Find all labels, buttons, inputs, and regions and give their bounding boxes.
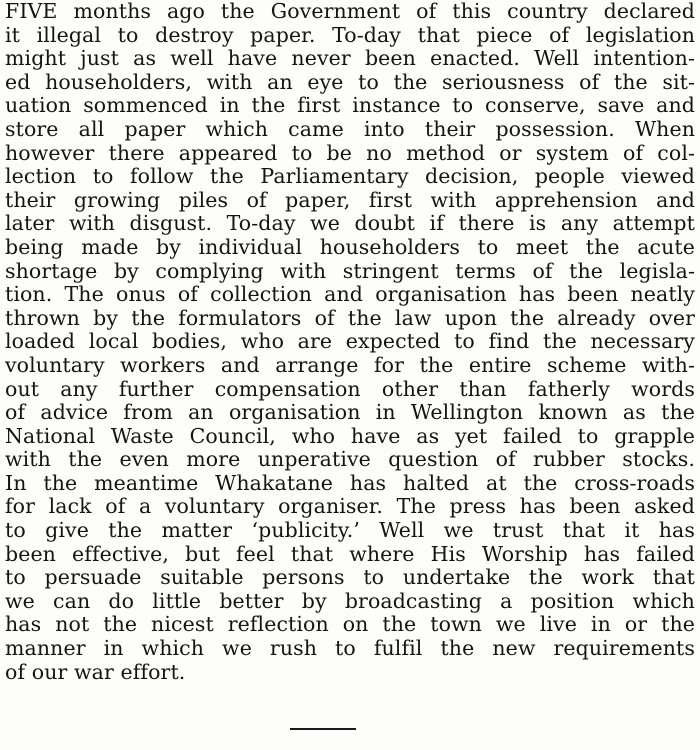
article-line: voluntary workers and arrange for the entire scheme with- (5, 352, 695, 377)
article-line: FIVE months ago the Government of this country declared (5, 0, 695, 23)
article-line: uation sommenced in the first instance to conserve, save and (5, 93, 695, 118)
article-line: to persuade suitable persons to undertake the work that (5, 565, 695, 590)
article-line: it illegal to destroy paper. To-day that piece of legislation (5, 22, 695, 47)
article-line: In the meantime Whakatane has halted at the cross-roads (5, 470, 695, 495)
article-line: has not the nicest reflection on the town we live in or the (5, 612, 695, 637)
article-line: lection to follow the Parliamentary decision, people viewed (5, 164, 695, 189)
article-line: their growing piles of paper, first with apprehension and (5, 187, 695, 212)
article-line: for lack of a voluntary organiser. The press has been asked (5, 494, 695, 519)
article-line: being made by individual householders to meet the acute (5, 234, 695, 259)
article-line: out any further compensation other than fatherly words (5, 376, 695, 401)
section-divider (290, 728, 356, 730)
article-line: to give the matter ‘publicity.’ Well we trust that it has (5, 518, 695, 543)
article-line: with the even more unperative question of rubber stocks. (5, 447, 695, 472)
article-line: later with disgust. To-day we doubt if there is any attempt (5, 211, 695, 236)
article-line: manner in which we rush to fulfil the new requirements (5, 636, 695, 661)
article-line: tion. The onus of collection and organisation has been neatly (5, 282, 695, 307)
article-line: however there appeared to be no method or system of col- (5, 140, 695, 165)
article-line: loaded local bodies, who are expected to find the necessary (5, 329, 695, 354)
article-line: ed householders, with an eye to the seriousness of the sit- (5, 69, 695, 94)
article-line: shortage by complying with stringent terms of the legisla- (5, 258, 695, 283)
article-line: National Waste Council, who have as yet failed to grapple (5, 423, 695, 448)
article-column (5, 0, 695, 684)
article-line: been effective, but feel that where His Worship has failed (5, 541, 695, 566)
article-line: of our war effort. (5, 659, 186, 684)
article-line: thrown by the formulators of the law upon the already over (5, 305, 695, 330)
article-line: of advice from an organisation in Wellington known as the (5, 400, 695, 425)
article-line: store all paper which came into their possession. When (5, 116, 695, 141)
article-line: might just as well have never been enacted. Well intention- (5, 46, 695, 71)
article-line: we can do little better by broadcasting a position which (5, 588, 695, 613)
